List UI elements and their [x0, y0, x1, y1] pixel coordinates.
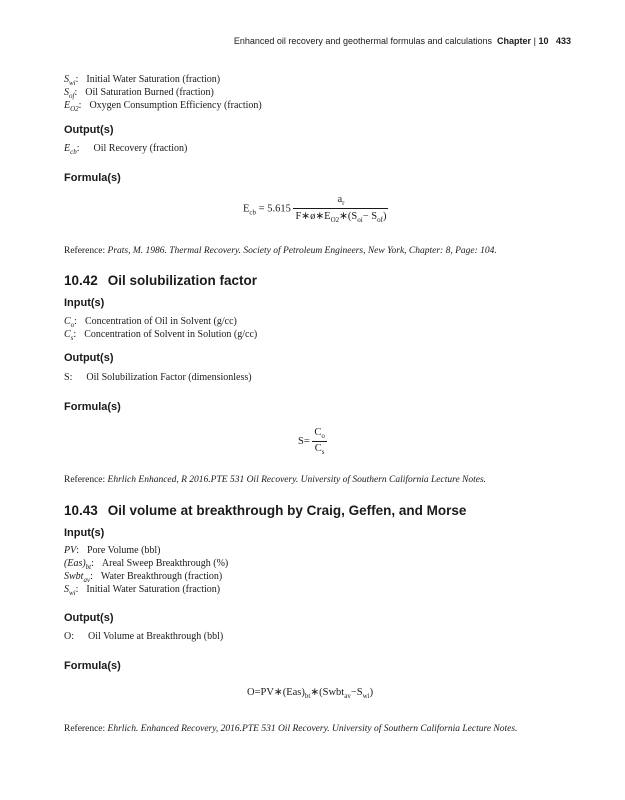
- input-variable: $E_{O2}$: Oxygen Consumption Efficiency (fraction): [64, 100, 262, 113]
- running-title: Enhanced oil recovery and geothermal formulas and calculations: [233, 36, 493, 46]
- input-variable: $S_{wi}$: Initial Water Saturation (fraction): [64, 584, 221, 597]
- input-variable: $C_o$: Concentration of Oil in Solvent (g/cc): [64, 316, 237, 329]
- reference: Reference: Prats, M. 1986. Thermal Recovery. Society of Petroleum Engineers, New York, Chapter: 8, Page: 104.: [64, 246, 497, 256]
- formula-solubilization: S= $\frac{C_o}{C_s}$: [298, 427, 325, 457]
- section-title-10-43: 10.43 Oil volume at breakthrough by Craig, Geffen, and Morse: [64, 503, 467, 518]
- input-variable: $(Eas)_{bt}$: Areal Sweep Breakthrough (%): [64, 558, 229, 571]
- output-heading: Output(s): [64, 352, 114, 364]
- running-header: [234, 36, 571, 46]
- formula-heading: Formula(s): [64, 172, 121, 184]
- input-heading: Input(s): [64, 297, 105, 309]
- formula-oil-recovery: $E_{cb} = 5.615$ $\frac{a_r}{F∗ø∗E_{O2}∗(S_{oi}- S_{of})}$: [243, 194, 387, 225]
- output-variable: $E_{cb}$: Oil Recovery (fraction): [64, 143, 188, 156]
- formula-heading: Formula(s): [64, 401, 121, 413]
- input-variable: $C_s$: Concentration of Solvent in Solution (g/cc): [64, 329, 258, 342]
- reference: Reference: Ehrlich. Enhanced Recovery, 2016.PTE 531 Oil Recovery. University of Southern California Lecture Notes.: [64, 724, 518, 734]
- formula-heading: Formula(s): [64, 660, 121, 672]
- input-heading: Input(s): [64, 527, 105, 539]
- input-variable: $S_{wi}$: Initial Water Saturation (fraction): [64, 74, 221, 87]
- header-separator: |: [533, 36, 536, 46]
- output-variable: O: Oil Volume at Breakthrough (bbl): [64, 631, 224, 642]
- chapter-number: 10: [538, 36, 549, 46]
- output-heading: Output(s): [64, 612, 114, 624]
- chapter-label: Chapter: [497, 36, 532, 46]
- output-heading: Output(s): [64, 124, 114, 136]
- formula-oil-volume: $O=PV∗(Eas)_{bt}∗(Swbt_{av}-S_{wi})$: [247, 687, 374, 701]
- section-title-10-42: 10.42 Oil solubilization factor: [64, 273, 258, 288]
- reference: Reference: Ehrlich Enhanced, R 2016.PTE 531 Oil Recovery. University of Southern California Lecture Notes.: [64, 475, 487, 485]
- input-variable: Swbt$_{av}$: Water Breakthrough (fraction): [64, 571, 223, 584]
- output-variable: S: Oil Solubilization Factor (dimensionless): [64, 372, 252, 383]
- page-number: 433: [555, 36, 571, 46]
- input-variable: PV: Pore Volume (bbl): [64, 545, 161, 556]
- input-variable: $S_{of}$: Oil Saturation Burned (fraction): [64, 87, 214, 100]
